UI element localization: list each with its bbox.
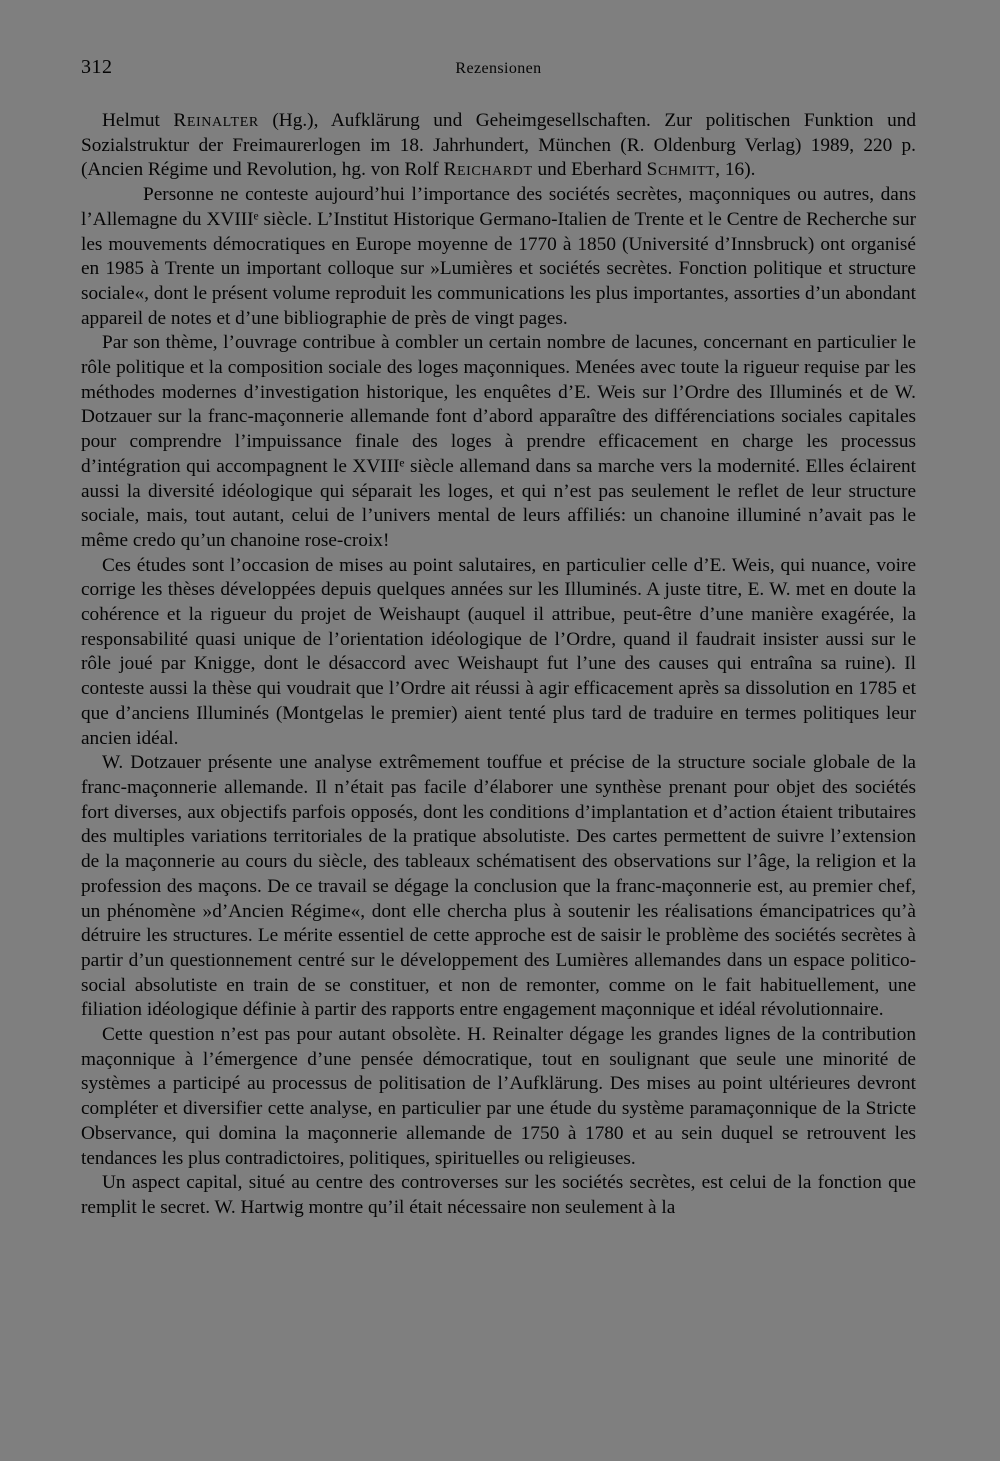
editor-two-last-name: Schmitt (646, 159, 716, 181)
page-header (81, 56, 916, 86)
author-first-name: Helmut (102, 110, 160, 131)
author-last-name: Reinalter (173, 110, 259, 131)
review-body (81, 109, 916, 1221)
paragraph: Cette question n’est pas pour autant obsolète. H. Reinalter dégage les grandes lignes de la contribution maçonnique à l’émergence d’une pensée démocratique, tout en soulignant que seule une minorité de systèmes a participé au processus de politisation de l’Aufklärung. Des mises au point ultérieures devront compléter et diversifier cette analyse, en particulier par une étude du système paramaçonnique de la Stricte Observance, qui domina la maçonnerie allemande de 1750 à 1780 et au sein duquel se retrouvent les tendances les plus contradictoires, politiques, spirituelles ou religieuses. (81, 1024, 916, 1169)
page-number: 312 (81, 56, 113, 78)
paragraph: W. Dotzauer présente une analyse extrêmement touffue et précise de la structure sociale globale de la franc-maçonnerie allemande. Il n’était pas facile d’élaborer une synthèse prenant pour objet des sociétés fort diverses, aux objectifs parfois opposés, dont les conditions d’implantation et d’action étaient tributaires des multiples variations territoriales de la pratique absolutiste. Des cartes permettent de suivre l’extension de la maçonnerie au cours du siècle, des tableaux schématisent des observations sur l’âge, la religion et la profession des maçons. De ce travail se dégage la conclusion que la franc-maçonnerie est, au premier chef, un phénomène »d’Ancien Régime«, dont elle chercha plus à soutenir les réalisations émancipatrices qu’à détruire les structures. Le mérite essentiel de cette approche est de saisir le problème des sociétés secrètes à partir d’un questionnement centré sur le développement des Lumières allemandes dans un espace politico-social absolutiste en train de se constituer, et non de remonter, comme on le fait habituellement, une filiation idéologique définie à partir des rapports entre engagement maçonnique et idéal révolutionnaire. (81, 752, 916, 1021)
paragraph: Personne ne conteste aujourd’hui l’importance des sociétés secrètes, maçonniques ou autres, dans l’Allemagne du XVIIIᵉ siècle. L’Institut Historique Germano-Italien de Trente et le Centre de Recherche sur les mouvements démocratiques en Europe moyenne de 1770 à 1850 (Université d’Innsbruck) ont organisé en 1985 à Trente un important colloque sur »Lumières et sociétés secrètes. Fonction politique et structure sociale«, dont le présent volume reproduit les communications les plus importantes, assorties d’un abondant appareil de notes et d’une bibliographie de près de vingt pages. (81, 184, 916, 329)
citation-series-number: , 16). (715, 159, 756, 181)
paragraph: Ces études sont l’occasion de mises au point salutaires, en particulier celle d’E. Weis, qui nuance, voire corrige les thèses développées depuis quelques années sur les Illuminés. A juste titre, E. W. met en doute la cohérence et la rigueur du projet de Weishaupt (auquel il attribue, peut-être d’une manière exagérée, la responsabilité quasi unique de l’orientation idéologique de l’Ordre, quand il faudrait insister aussi sur le rôle joué par Knigge, dont le désaccord avec Weishaupt fut l’une des causes qui entraîna sa ruine). Il conteste aussi la thèse qui voudrait que l’Ordre ait réussi à agir efficacement après sa dissolution en 1785 et que d’anciens Illuminés (Montgelas le premier) aient tenté plus tard de traduire en termes politiques leur ancien idéal. (81, 554, 916, 749)
book-citation (81, 109, 916, 183)
citation-title-details: (Hg.), Aufklärung und Geheimgesellschaften. Zur politischen Funktion und Sozialstruktur der Freimaurerlogen im 18. Jahrhundert, München (R. Oldenburg Verlag) 1989, 220 p. (Ancien Régime und Revolution, hg. von Rolf (81, 110, 916, 181)
paragraph: Un aspect capital, situé au centre des controverses sur les sociétés secrètes, est celui de la fonction que remplit le secret. W. Hartwig montre qu’il était nécessaire non seulement à la (81, 1172, 916, 1218)
citation-connector: und Eberhard (537, 159, 642, 181)
paragraph: Par son thème, l’ouvrage contribue à combler un certain nombre de lacunes, concernant en particulier le rôle politique et la composition sociale des loges maçonniques. Menées avec toute la rigueur requise par les méthodes modernes d’investigation historique, les enquêtes d’E. Weis sur l’Ordre des Illuminés et de W. Dotzauer sur la franc-maçonnerie allemande font d’abord apparaître des différenciations sociales capitales pour comprendre l’impuissance finale des loges à prendre efficacement en charge les processus d’intégration qui accompagnent le XVIIIᵉ siècle allemand dans sa marche vers la modernité. Elles éclairent aussi la diversité idéologique qui séparait les loges, et qui n’est pas seulement le reflet de leur structure sociale, mais, tout autant, celui de l’univers mental de leurs affiliés: un chanoine illuminé n’avait pas le même credo qu’un chanoine rose-croix! (81, 332, 916, 551)
editor-one-last-name: Reichardt (443, 159, 533, 181)
running-head: Rezensionen (455, 60, 542, 77)
